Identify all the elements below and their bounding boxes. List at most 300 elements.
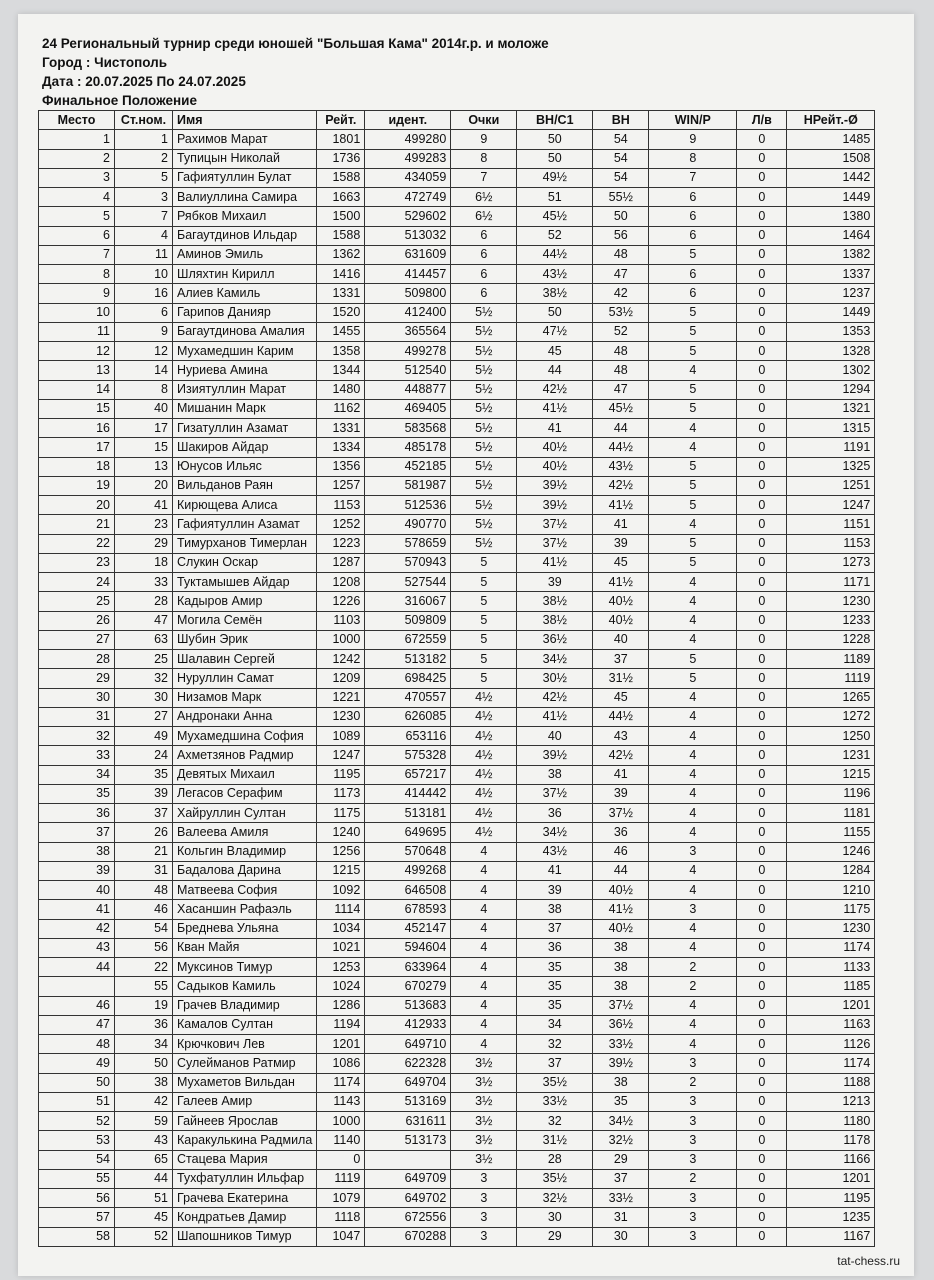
cell-avg-opp-rating: 1337 <box>787 265 875 284</box>
cell-name: Тимурханов Тимерлан <box>173 534 317 553</box>
cell-wins: 4 <box>649 823 737 842</box>
column-header-rating: Рейт. <box>317 111 365 130</box>
cell-place: 13 <box>39 361 115 380</box>
cell-bh-c1: 37½ <box>517 534 593 553</box>
city-line: Город : Чистополь <box>42 55 168 70</box>
cell-name: Крючкович Лев <box>173 1035 317 1054</box>
table-row <box>39 361 875 380</box>
cell-points: 5½ <box>451 476 517 495</box>
cell-lv: 0 <box>737 1169 787 1188</box>
cell-avg-opp-rating: 1273 <box>787 553 875 572</box>
cell-id: 512536 <box>365 496 451 515</box>
cell-lv: 0 <box>737 361 787 380</box>
cell-rating: 1344 <box>317 361 365 380</box>
cell-name: Бадалова Дарина <box>173 861 317 880</box>
cell-points: 5½ <box>451 322 517 341</box>
cell-lv: 0 <box>737 284 787 303</box>
cell-bh: 41½ <box>593 900 649 919</box>
cell-rating: 1226 <box>317 592 365 611</box>
cell-rating: 1195 <box>317 765 365 784</box>
cell-avg-opp-rating: 1272 <box>787 707 875 726</box>
cell-bh: 30 <box>593 1227 649 1246</box>
cell-id: 513182 <box>365 650 451 669</box>
cell-lv: 0 <box>737 399 787 418</box>
cell-bh-c1: 36½ <box>517 630 593 649</box>
cell-avg-opp-rating: 1119 <box>787 669 875 688</box>
cell-name: Кван Майя <box>173 938 317 957</box>
cell-lv: 0 <box>737 630 787 649</box>
cell-start-number: 15 <box>115 438 173 457</box>
cell-start-number: 1 <box>115 130 173 149</box>
cell-bh-c1: 44 <box>517 361 593 380</box>
cell-bh-c1: 52 <box>517 226 593 245</box>
table-row <box>39 553 875 572</box>
cell-points: 4 <box>451 938 517 957</box>
cell-points: 4 <box>451 881 517 900</box>
cell-id: 649709 <box>365 1169 451 1188</box>
cell-lv: 0 <box>737 765 787 784</box>
cell-id: 529602 <box>365 207 451 226</box>
cell-bh-c1: 32½ <box>517 1189 593 1208</box>
table-row <box>39 1150 875 1169</box>
cell-bh-c1: 37 <box>517 919 593 938</box>
cell-avg-opp-rating: 1185 <box>787 977 875 996</box>
cell-name: Изиятуллин Марат <box>173 380 317 399</box>
cell-start-number: 14 <box>115 361 173 380</box>
cell-lv: 0 <box>737 534 787 553</box>
table-row <box>39 688 875 707</box>
cell-place: 29 <box>39 669 115 688</box>
table-row <box>39 1035 875 1054</box>
cell-id: 575328 <box>365 746 451 765</box>
cell-start-number: 16 <box>115 284 173 303</box>
cell-start-number: 65 <box>115 1150 173 1169</box>
cell-bh: 47 <box>593 265 649 284</box>
cell-bh: 41½ <box>593 496 649 515</box>
table-row <box>39 573 875 592</box>
cell-bh-c1: 39½ <box>517 746 593 765</box>
cell-avg-opp-rating: 1284 <box>787 861 875 880</box>
cell-rating: 1047 <box>317 1227 365 1246</box>
cell-points: 5½ <box>451 457 517 476</box>
cell-lv: 0 <box>737 130 787 149</box>
cell-place: 18 <box>39 457 115 476</box>
cell-id: 452147 <box>365 919 451 938</box>
cell-wins: 3 <box>649 1189 737 1208</box>
table-row <box>39 938 875 957</box>
cell-lv: 0 <box>737 592 787 611</box>
cell-bh-c1: 35½ <box>517 1073 593 1092</box>
cell-points: 6 <box>451 265 517 284</box>
table-row <box>39 900 875 919</box>
cell-avg-opp-rating: 1233 <box>787 611 875 630</box>
cell-avg-opp-rating: 1247 <box>787 496 875 515</box>
cell-start-number: 59 <box>115 1112 173 1131</box>
cell-wins: 7 <box>649 168 737 187</box>
cell-lv: 0 <box>737 784 787 803</box>
cell-name: Матвеева София <box>173 881 317 900</box>
cell-bh: 45 <box>593 553 649 572</box>
cell-points: 5½ <box>451 361 517 380</box>
column-header-place: Место <box>39 111 115 130</box>
cell-rating: 1416 <box>317 265 365 284</box>
cell-points: 3½ <box>451 1131 517 1150</box>
cell-points: 3½ <box>451 1150 517 1169</box>
table-row <box>39 419 875 438</box>
cell-name: Мишанин Марк <box>173 399 317 418</box>
cell-rating: 1247 <box>317 746 365 765</box>
cell-id: 414457 <box>365 265 451 284</box>
cell-points: 4½ <box>451 707 517 726</box>
cell-rating: 1000 <box>317 1112 365 1131</box>
cell-bh-c1: 39½ <box>517 496 593 515</box>
cell-bh: 34½ <box>593 1112 649 1131</box>
cell-bh: 33½ <box>593 1035 649 1054</box>
cell-place: 15 <box>39 399 115 418</box>
cell-bh-c1: 35 <box>517 996 593 1015</box>
cell-avg-opp-rating: 1315 <box>787 419 875 438</box>
table-row <box>39 457 875 476</box>
cell-bh-c1: 43½ <box>517 842 593 861</box>
cell-start-number: 34 <box>115 1035 173 1054</box>
cell-bh: 31½ <box>593 669 649 688</box>
cell-points: 3½ <box>451 1073 517 1092</box>
cell-wins: 6 <box>649 284 737 303</box>
table-row <box>39 1015 875 1034</box>
cell-name: Ахметзянов Радмир <box>173 746 317 765</box>
cell-lv: 0 <box>737 669 787 688</box>
cell-bh-c1: 40½ <box>517 438 593 457</box>
cell-bh: 39½ <box>593 1054 649 1073</box>
cell-place: 24 <box>39 573 115 592</box>
table-row <box>39 534 875 553</box>
cell-avg-opp-rating: 1178 <box>787 1131 875 1150</box>
cell-place: 7 <box>39 245 115 264</box>
cell-rating: 1356 <box>317 457 365 476</box>
cell-bh-c1: 37 <box>517 1054 593 1073</box>
cell-wins: 5 <box>649 399 737 418</box>
cell-bh-c1: 36 <box>517 938 593 957</box>
cell-bh-c1: 40½ <box>517 457 593 476</box>
cell-avg-opp-rating: 1235 <box>787 1208 875 1227</box>
cell-start-number: 19 <box>115 996 173 1015</box>
cell-lv: 0 <box>737 226 787 245</box>
cell-start-number: 52 <box>115 1227 173 1246</box>
cell-bh: 50 <box>593 207 649 226</box>
cell-rating: 1256 <box>317 842 365 861</box>
table-row <box>39 784 875 803</box>
cell-avg-opp-rating: 1201 <box>787 1169 875 1188</box>
cell-bh: 53½ <box>593 303 649 322</box>
cell-avg-opp-rating: 1153 <box>787 534 875 553</box>
cell-avg-opp-rating: 1167 <box>787 1227 875 1246</box>
cell-lv: 0 <box>737 996 787 1015</box>
table-row <box>39 804 875 823</box>
cell-start-number: 48 <box>115 881 173 900</box>
cell-id: 513181 <box>365 804 451 823</box>
cell-wins: 4 <box>649 361 737 380</box>
cell-wins: 4 <box>649 746 737 765</box>
cell-id: 499278 <box>365 342 451 361</box>
cell-bh-c1: 39 <box>517 573 593 592</box>
cell-rating: 0 <box>317 1150 365 1169</box>
cell-place: 37 <box>39 823 115 842</box>
site-watermark: tat-chess.ru <box>837 1254 900 1268</box>
table-row <box>39 727 875 746</box>
cell-start-number: 46 <box>115 900 173 919</box>
cell-start-number: 44 <box>115 1169 173 1188</box>
cell-bh-c1: 40 <box>517 727 593 746</box>
cell-bh: 29 <box>593 1150 649 1169</box>
cell-name: Девятых Михаил <box>173 765 317 784</box>
cell-avg-opp-rating: 1237 <box>787 284 875 303</box>
cell-rating: 1242 <box>317 650 365 669</box>
cell-bh: 38 <box>593 938 649 957</box>
cell-rating: 1801 <box>317 130 365 149</box>
cell-id: 631611 <box>365 1112 451 1131</box>
table-row <box>39 1054 875 1073</box>
column-header-avg-opp-rating: НРейт.-Ø <box>787 111 875 130</box>
cell-rating: 1257 <box>317 476 365 495</box>
cell-id: 698425 <box>365 669 451 688</box>
cell-wins: 3 <box>649 900 737 919</box>
cell-wins: 3 <box>649 1092 737 1111</box>
cell-avg-opp-rating: 1210 <box>787 881 875 900</box>
cell-rating: 1079 <box>317 1189 365 1208</box>
cell-place: 58 <box>39 1227 115 1246</box>
cell-place: 43 <box>39 938 115 957</box>
cell-rating: 1253 <box>317 958 365 977</box>
table-row <box>39 476 875 495</box>
cell-bh: 46 <box>593 842 649 861</box>
cell-name: Багаутдинова Амалия <box>173 322 317 341</box>
cell-wins: 2 <box>649 1073 737 1092</box>
cell-avg-opp-rating: 1174 <box>787 938 875 957</box>
cell-lv: 0 <box>737 688 787 707</box>
cell-points: 4½ <box>451 746 517 765</box>
cell-bh-c1: 50 <box>517 303 593 322</box>
cell-lv: 0 <box>737 265 787 284</box>
cell-avg-opp-rating: 1213 <box>787 1092 875 1111</box>
cell-wins: 4 <box>649 996 737 1015</box>
cell-points: 7 <box>451 168 517 187</box>
cell-id: 631609 <box>365 245 451 264</box>
cell-name: Багаутдинов Ильдар <box>173 226 317 245</box>
cell-avg-opp-rating: 1380 <box>787 207 875 226</box>
cell-points: 5 <box>451 592 517 611</box>
cell-bh: 45½ <box>593 399 649 418</box>
cell-place: 39 <box>39 861 115 880</box>
cell-place: 19 <box>39 476 115 495</box>
cell-name: Гафиятуллин Булат <box>173 168 317 187</box>
cell-bh: 37½ <box>593 996 649 1015</box>
cell-wins: 5 <box>649 650 737 669</box>
cell-wins: 4 <box>649 1035 737 1054</box>
cell-avg-opp-rating: 1325 <box>787 457 875 476</box>
cell-wins: 4 <box>649 515 737 534</box>
cell-place <box>39 977 115 996</box>
cell-wins: 4 <box>649 438 737 457</box>
cell-points: 6½ <box>451 207 517 226</box>
cell-name: Бреднева Ульяна <box>173 919 317 938</box>
cell-bh-c1: 45 <box>517 342 593 361</box>
cell-start-number: 37 <box>115 804 173 823</box>
cell-place: 5 <box>39 207 115 226</box>
table-row <box>39 630 875 649</box>
cell-bh-c1: 39 <box>517 881 593 900</box>
cell-bh: 54 <box>593 168 649 187</box>
cell-lv: 0 <box>737 842 787 861</box>
cell-points: 4 <box>451 958 517 977</box>
cell-rating: 1500 <box>317 207 365 226</box>
cell-bh: 42½ <box>593 746 649 765</box>
cell-lv: 0 <box>737 188 787 207</box>
cell-start-number: 39 <box>115 784 173 803</box>
cell-lv: 0 <box>737 900 787 919</box>
cell-bh: 44 <box>593 861 649 880</box>
cell-start-number: 11 <box>115 245 173 264</box>
cell-wins: 5 <box>649 303 737 322</box>
cell-avg-opp-rating: 1230 <box>787 919 875 938</box>
cell-rating: 1194 <box>317 1015 365 1034</box>
cell-place: 14 <box>39 380 115 399</box>
cell-place: 54 <box>39 1150 115 1169</box>
cell-id: 472749 <box>365 188 451 207</box>
cell-points: 6 <box>451 226 517 245</box>
cell-bh-c1: 41½ <box>517 553 593 572</box>
cell-name: Гайнеев Ярослав <box>173 1112 317 1131</box>
cell-start-number: 45 <box>115 1208 173 1227</box>
cell-name: Гафиятуллин Азамат <box>173 515 317 534</box>
cell-lv: 0 <box>737 573 787 592</box>
cell-points: 3½ <box>451 1092 517 1111</box>
cell-name: Слукин Оскар <box>173 553 317 572</box>
cell-bh: 52 <box>593 322 649 341</box>
cell-points: 4 <box>451 1015 517 1034</box>
cell-lv: 0 <box>737 553 787 572</box>
table-row <box>39 1227 875 1246</box>
cell-name: Стацева Мария <box>173 1150 317 1169</box>
cell-avg-opp-rating: 1230 <box>787 592 875 611</box>
cell-rating: 1143 <box>317 1092 365 1111</box>
cell-wins: 4 <box>649 592 737 611</box>
table-row <box>39 245 875 264</box>
cell-id: 512540 <box>365 361 451 380</box>
cell-wins: 6 <box>649 207 737 226</box>
cell-rating: 1000 <box>317 630 365 649</box>
cell-wins: 4 <box>649 784 737 803</box>
cell-rating: 1331 <box>317 284 365 303</box>
cell-points: 5½ <box>451 419 517 438</box>
cell-points: 5½ <box>451 534 517 553</box>
cell-bh-c1: 39½ <box>517 476 593 495</box>
cell-lv: 0 <box>737 1150 787 1169</box>
table-row <box>39 881 875 900</box>
cell-rating: 1174 <box>317 1073 365 1092</box>
cell-lv: 0 <box>737 861 787 880</box>
cell-id: 649695 <box>365 823 451 842</box>
cell-name: Мухаметов Вильдан <box>173 1073 317 1092</box>
cell-rating: 1223 <box>317 534 365 553</box>
cell-wins: 4 <box>649 707 737 726</box>
cell-bh-c1: 38 <box>517 765 593 784</box>
cell-place: 4 <box>39 188 115 207</box>
cell-avg-opp-rating: 1133 <box>787 958 875 977</box>
cell-lv: 0 <box>737 342 787 361</box>
cell-avg-opp-rating: 1321 <box>787 399 875 418</box>
cell-start-number: 17 <box>115 419 173 438</box>
document-header <box>42 34 549 110</box>
cell-bh-c1: 37½ <box>517 515 593 534</box>
cell-name: Хайруллин Султан <box>173 804 317 823</box>
cell-wins: 5 <box>649 380 737 399</box>
cell-wins: 3 <box>649 1131 737 1150</box>
cell-id: 469405 <box>365 399 451 418</box>
cell-points: 3 <box>451 1227 517 1246</box>
cell-place: 3 <box>39 168 115 187</box>
cell-place: 6 <box>39 226 115 245</box>
cell-points: 5 <box>451 553 517 572</box>
cell-bh: 40½ <box>593 919 649 938</box>
cell-bh: 48 <box>593 361 649 380</box>
cell-rating: 1175 <box>317 804 365 823</box>
cell-lv: 0 <box>737 938 787 957</box>
cell-bh: 42½ <box>593 476 649 495</box>
cell-points: 5 <box>451 669 517 688</box>
cell-avg-opp-rating: 1195 <box>787 1189 875 1208</box>
cell-avg-opp-rating: 1180 <box>787 1112 875 1131</box>
cell-bh: 40½ <box>593 592 649 611</box>
cell-id: 499283 <box>365 149 451 168</box>
cell-start-number: 4 <box>115 226 173 245</box>
cell-start-number: 35 <box>115 765 173 784</box>
cell-avg-opp-rating: 1175 <box>787 900 875 919</box>
cell-bh: 37½ <box>593 804 649 823</box>
cell-wins: 3 <box>649 1227 737 1246</box>
cell-id: 365564 <box>365 322 451 341</box>
table-row <box>39 1092 875 1111</box>
cell-place: 56 <box>39 1189 115 1208</box>
cell-name: Хасаншин Рафаэль <box>173 900 317 919</box>
cell-place: 34 <box>39 765 115 784</box>
cell-id: 653116 <box>365 727 451 746</box>
cell-avg-opp-rating: 1201 <box>787 996 875 1015</box>
cell-rating: 1240 <box>317 823 365 842</box>
table-row <box>39 1189 875 1208</box>
cell-points: 6½ <box>451 188 517 207</box>
table-row <box>39 842 875 861</box>
cell-bh: 38 <box>593 1073 649 1092</box>
cell-wins: 3 <box>649 1208 737 1227</box>
cell-lv: 0 <box>737 207 787 226</box>
cell-start-number: 40 <box>115 399 173 418</box>
column-header-id: идент. <box>365 111 451 130</box>
cell-bh: 35 <box>593 1092 649 1111</box>
cell-name: Рябков Михаил <box>173 207 317 226</box>
cell-id: 570648 <box>365 842 451 861</box>
cell-rating: 1230 <box>317 707 365 726</box>
cell-points: 4½ <box>451 765 517 784</box>
cell-bh-c1: 38½ <box>517 284 593 303</box>
cell-id: 578659 <box>365 534 451 553</box>
cell-points: 5½ <box>451 303 517 322</box>
cell-points: 3½ <box>451 1054 517 1073</box>
cell-bh-c1: 49½ <box>517 168 593 187</box>
cell-start-number: 20 <box>115 476 173 495</box>
cell-id: 583568 <box>365 419 451 438</box>
table-row <box>39 226 875 245</box>
cell-bh: 55½ <box>593 188 649 207</box>
